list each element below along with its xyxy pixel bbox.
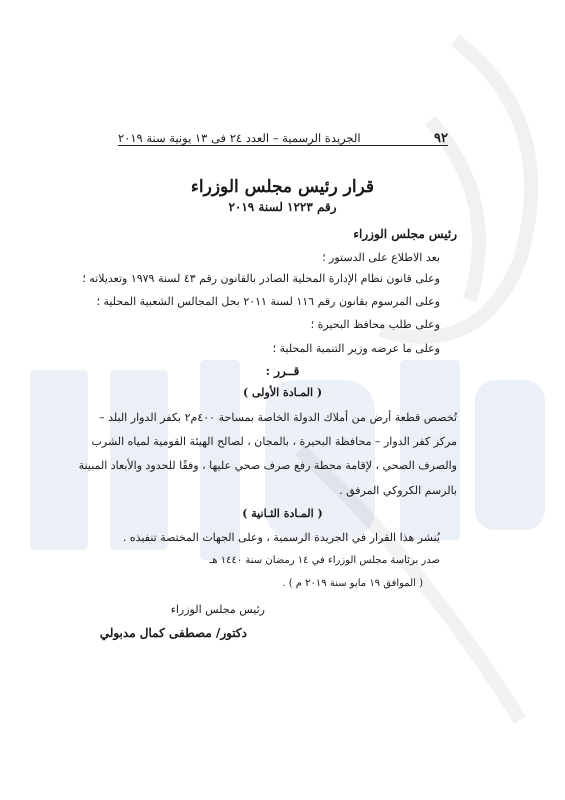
article-1-line-1: تُخصص قطعة أرض من أملاك الدولة الخاصة بمساحة ٤٠٠م٢ بكفر الدوار البلد – [99,411,457,424]
signature-title: رئيس مجلس الوزراء [170,603,265,616]
gazette-issue-line: الجريدة الرسمية – العدد ٢٤ فى ١٣ يونية سنة ٢٠١٩ [118,131,361,145]
preamble-line-1: بعد الاطلاع على الدستور ؛ [322,251,440,264]
decided-heading: قــرر : [265,364,300,378]
article-1-heading: ( المـادة الأولى ) [242,386,323,399]
page-number: ٩٢ [434,130,448,146]
preamble-line-4: وعلى طلب محافظ البحيرة ؛ [310,318,440,331]
decree-issuer: رئيس مجلس الوزراء [353,227,457,241]
page-header [118,131,448,145]
article-1-line-2: مركز كفر الدوار – محافظة البحيرة ، بالمجان ، لصالح الهيئة القومية لمياه الشرب [91,435,457,448]
issued-gregorian-line: ( الموافق ١٩ مايو سنة ٢٠١٩ م ) . [282,578,423,589]
article-2-text: يُنشر هذا القرار في الجريدة الرسمية ، وعلى الجهات المختصة تنفيذه . [122,531,440,544]
article-1-line-3: والصرف الصحي ، لإقامة محطة رفع صرف صحي عليها ، وفقًا للحدود والأبعاد المبينة [78,459,457,472]
article-2-heading: ( المـادة الثـانية ) [242,507,323,520]
preamble-line-2: وعلى قانون نظام الإدارة المحلية الصادر بالقانون رقم ٤٣ لسنة ١٩٧٩ وتعديلاته ؛ [82,272,440,285]
issued-at-line: صدر برئاسة مجلس الوزراء في ١٤ رمضان سنة ١٤٤٠ هـ [209,555,440,566]
preamble-line-5: وعلى ما عرضه وزير التنمية المحلية ؛ [272,342,440,355]
article-1-line-4: بالرسم الكروكي المرفق . [339,484,457,497]
decree-number: رقم ١٢٢٣ لسنة ٢٠١٩ [228,200,337,214]
preamble-line-3: وعلى المرسوم بقانون رقم ١١٦ لسنة ٢٠١١ بحل المجالس الشعبية المحلية ؛ [96,295,440,308]
header-rule [118,145,448,146]
decree-title: قرار رئيس مجلس الوزراء [190,177,375,197]
signature-name: دكتور/ مصطفى كمال مدبولي [99,626,247,640]
